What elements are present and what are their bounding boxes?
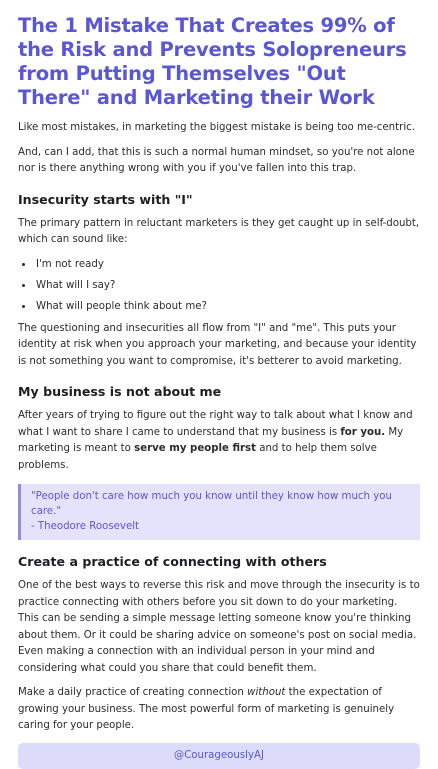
list-item: • What will people think about me? bbox=[34, 299, 420, 315]
section3-paragraph-1: One of the best ways to reverse this risk and move through the insecurity is to practice connecting with others before you sit down to do your marketing. This can be sending a simple message letting someone know you're thinking about them. Or it could be sharing advice on someone's post on social media. Even making a connection with an individual person in your mind and considering what could you share that could benefit them. bbox=[18, 580, 420, 674]
quote-author: - Theodore Roosevelt bbox=[31, 521, 140, 532]
emphasis-serve-people: serve my people first bbox=[134, 443, 256, 454]
section-heading-connecting: Create a practice of connecting with others bbox=[18, 554, 327, 569]
quote-text: "People don't care how much you know until they know how much you care." bbox=[31, 491, 392, 517]
section3-paragraph-2 bbox=[18, 685, 420, 735]
emphasis-for-you: for you. bbox=[340, 426, 386, 438]
text-run: My marketing is meant to bbox=[18, 426, 404, 454]
author-handle[interactable]: @CourageouslyAJ bbox=[174, 750, 264, 761]
self-doubt-list bbox=[18, 257, 420, 315]
section1-paragraph-1: The primary pattern in reluctant marketers is they get caught up in self-doubt, which can sound like: bbox=[18, 217, 420, 245]
intro-paragraph-2: And, can I add, that this is such a normal human mindset, so you're not alone nor is there anything wrong with you if you've fallen into this trap. bbox=[18, 146, 415, 174]
text-run: and to help them solve problems. bbox=[18, 443, 377, 471]
page-title: The 1 Mistake That Creates 99% of the Risk and Prevents Solopreneurs from Putting Themselves "Out There" and Marketing their Work bbox=[18, 14, 407, 109]
intro-paragraph-1: Like most mistakes, in marketing the biggest mistake is being too me-centric. bbox=[18, 122, 415, 133]
text-run: After years of trying to figure out the right way to talk about what I know and what I want to share I came to understand that my business is bbox=[18, 410, 413, 438]
list-item: • I'm not ready bbox=[34, 257, 420, 273]
section1-paragraph-2: The questioning and insecurities all flow from "I" and "me". This puts your identity at risk when you approach your marketing, and because your identity is not something you want to compromise, it's betterer to avoid marketing. bbox=[18, 322, 417, 367]
section-heading-insecurity: Insecurity starts with "I" bbox=[18, 191, 193, 207]
list-item: • What will I say? bbox=[34, 278, 420, 294]
quote-block bbox=[18, 484, 420, 540]
section-heading-business: My business is not about me bbox=[18, 384, 222, 399]
text-run: Make a daily practice of creating connection bbox=[18, 687, 248, 698]
emphasis-without: without bbox=[247, 687, 286, 698]
text-run: the expectation of growing your business. The most powerful form of marketing is genuinely caring for your people. bbox=[18, 687, 395, 731]
author-handle-banner[interactable] bbox=[18, 743, 420, 769]
section2-paragraph bbox=[18, 408, 420, 474]
